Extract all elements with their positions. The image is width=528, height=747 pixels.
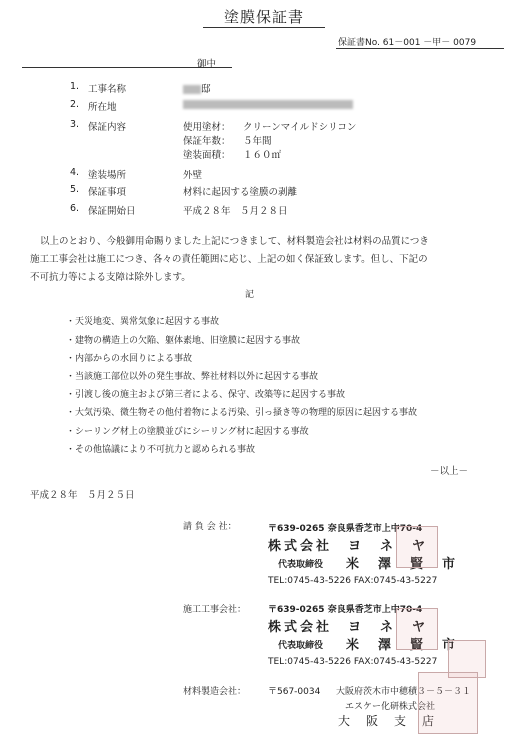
installer-postal: 〒639-0265 奈良県香芝市上中70-4 (268, 605, 423, 615)
addressee-line (22, 67, 232, 68)
terms-paragraph (30, 233, 510, 287)
field-value-location (183, 99, 353, 110)
exclusion-item: ・天災地変、異常気象に起因する事故 (66, 317, 220, 327)
installer-label: 施工工事会社： (183, 605, 247, 615)
field-no-6: 6. (70, 203, 80, 214)
contractor-postal: 〒639-0265 奈良県香芝市上中70-4 (268, 524, 423, 534)
issue-date: 平成２８年 ５月２５日 (30, 490, 135, 501)
exclusion-item: ・その他協議により不可抗力と認められる事故 (66, 445, 256, 455)
field-no-4: 4. (70, 167, 80, 178)
installer-tel: TEL:0745-43-5226 FAX:0745-43-5227 (268, 657, 438, 667)
contractor-company: 株式会社 ヨ ネ ヤ (268, 539, 429, 554)
warranty-years-value: ５年間 (243, 136, 272, 147)
field-label-location: 所在地 (88, 102, 117, 113)
exclusion-item: ・内部からの水回りによる事故 (66, 354, 193, 364)
warranty-years-label: 保証年数： (183, 136, 231, 147)
document-number-underline (336, 48, 504, 49)
field-label-warranty: 保証内容 (88, 122, 127, 133)
field-label-coverage: 保証事項 (88, 187, 127, 198)
exclusion-item: ・シーリング材上の塗膜並びにシーリング材に起因する事故 (66, 427, 309, 437)
field-label-paint-area: 塗装場所 (88, 170, 127, 181)
title-underline (203, 27, 325, 28)
warranty-material-value: クリーンマイルドシリコン (243, 122, 357, 133)
contractor-label: 請 負 会 社： (183, 522, 237, 532)
field-label-project: 工事名称 (88, 84, 127, 95)
field-value-start-date: 平成２８年 ５月２８日 (183, 206, 288, 217)
exclusion-item: ・当該施工部位以外の発生事故、弊社材料以外に起因する事故 (66, 372, 319, 382)
manufacturer-address: 大阪府茨木市中穂積３－５－３１ (336, 687, 472, 697)
ki-mark: 記 (245, 290, 255, 300)
warranty-material-label: 使用塗材： (183, 122, 231, 133)
manufacturer-postal: 〒567-0034 (268, 687, 321, 697)
redacted-address (183, 100, 353, 109)
field-label-start-date: 保証開始日 (88, 206, 136, 217)
installer-rep-title: 代表取締役 (278, 641, 324, 651)
redacted-name (183, 85, 201, 94)
exclusion-item: ・引渡し後の施主および第三者による、保守、改築等に起因する事故 (66, 390, 346, 400)
field-no-3: 3. (70, 119, 80, 130)
company-seal (418, 672, 478, 734)
manufacturer-label: 材料製造会社： (183, 687, 247, 697)
manufacturer-branch: 大 阪 支 店 (338, 714, 437, 728)
field-no-5: 5. (70, 184, 80, 195)
manufacturer-company: エスケー化研株式会社 (345, 702, 436, 712)
field-no-2: 2. (70, 99, 80, 110)
contractor-rep-name: 米 澤 賢 市 (346, 557, 459, 572)
contractor-tel: TEL:0745-43-5226 FAX:0745-43-5227 (268, 576, 438, 586)
field-value-paint-area: 外壁 (183, 170, 203, 181)
field-value-project (183, 81, 211, 95)
document-number: 保証書No. 61－001 －甲－ 0079 (338, 38, 477, 48)
company-seal (396, 526, 438, 568)
field-value-project-suffix: 邸 (201, 84, 211, 95)
page-title: 塗膜保証書 (223, 8, 304, 26)
installer-rep-name: 米 澤 賢 市 (346, 638, 459, 653)
warranty-area-value: １６０㎡ (243, 150, 282, 161)
field-no-1: 1. (70, 81, 80, 92)
end-mark: －以上－ (430, 466, 469, 477)
exclusion-item: ・大気汚染、微生物その他付着物による汚染、引っ掻き等の物理的原因に起因する事故 (66, 408, 418, 418)
terms-line-3: 不可抗力等による支障は除外します。 (30, 272, 191, 283)
contractor-rep-title: 代表取締役 (278, 560, 324, 570)
company-seal (396, 608, 438, 650)
exclusion-item: ・建物の構造上の欠陥、躯体素地、旧塗膜に起因する事故 (66, 336, 301, 346)
field-value-coverage: 材料に起因する塗膜の剥離 (183, 187, 298, 198)
terms-line-1: 以上のとおり、今般御用命賜りました上記につきまして、材料製造会社は材料の品質につき (40, 236, 429, 247)
warranty-area-label: 塗装面積： (183, 150, 231, 161)
installer-company: 株式会社 ヨ ネ ヤ (268, 620, 429, 635)
terms-line-2: 施工工事会社は施工につき、各々の責任範囲に応じ、上記の如く保証致します。但し、下記の (30, 254, 428, 265)
addressee-suffix: 御中 (197, 59, 217, 70)
